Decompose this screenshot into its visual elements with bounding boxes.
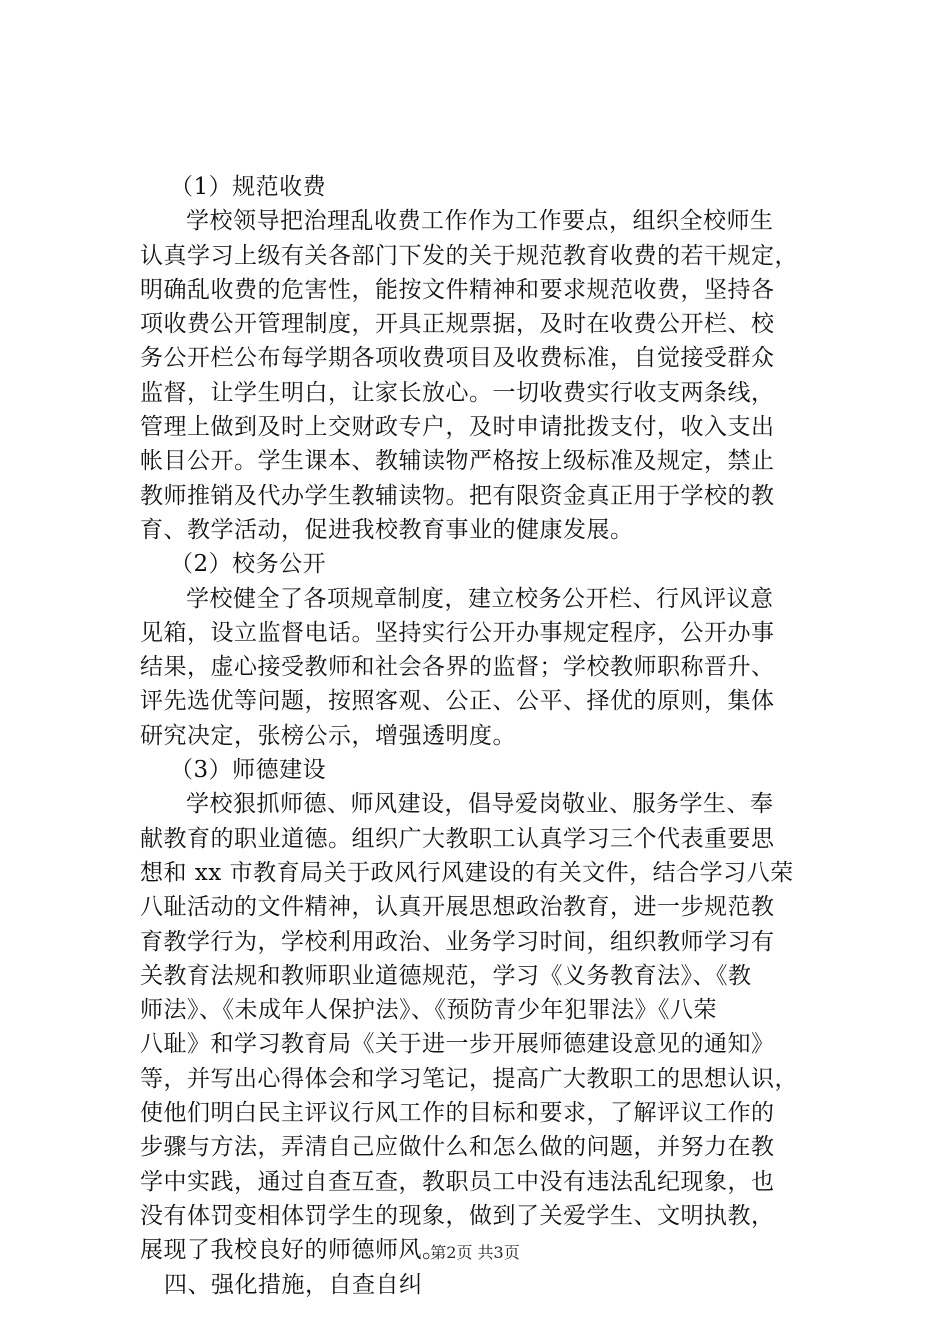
text-line: 管理上做到及时上交财政专户，及时申请批拨支付，收入支出 [140, 414, 775, 441]
text-line: 帐目公开。学生课本、教辅读物严格按上级标准及规定，禁止 [140, 448, 775, 475]
text-line: 步骤与方法，弄清自己应做什么和怎么做的问题，并努力在教 [140, 1134, 775, 1161]
text-line: 八耻活动的文件精神，认真开展思想政治教育，进一步规范教 [140, 894, 775, 921]
text-line: 明确乱收费的危害性，能按文件精神和要求规范收费，坚持各 [140, 276, 775, 303]
page-number-footer: 第2页 共3页 [430, 1243, 520, 1262]
text-line: 献教育的职业道德。组织广大教职工认真学习三个代表重要思 [140, 825, 775, 852]
text-line: 师法》、《未成年人保护法》、《预防青少年犯罪法》《八荣 [140, 997, 717, 1024]
document-body [140, 170, 830, 1302]
text-line: 项收费公开管理制度，开具正规票据，及时在收费公开栏、校 [140, 311, 775, 338]
text-line: 学校领导把治理乱收费工作作为工作要点，组织全校师生 [186, 208, 774, 235]
text-line: 展现了我校良好的师德师风。 [140, 1237, 446, 1264]
text-line: 育、教学活动，促进我校教育事业的健康发展。 [140, 516, 634, 543]
text-line: 学校健全了各项规章制度，建立校务公开栏、行风评议意 [186, 585, 774, 612]
text-line: 学中实践，通过自查互查，教职员工中没有违法乱纪现象，也 [140, 1168, 775, 1195]
text-line: 没有体罚变相体罚学生的现象，做到了关爱学生、文明执教， [140, 1202, 775, 1229]
text-line: 研究决定，张榜公示，增强透明度。 [140, 722, 516, 749]
text-line: 学校狠抓师德、师风建设，倡导爱岗敬业、服务学生、奉 [186, 791, 774, 818]
text-line: 育教学行为，学校利用政治、业务学习时间，组织教师学习有 [140, 928, 775, 955]
text-line: 监督，让学生明白，让家长放心。一切收费实行收支两条线， [140, 379, 775, 406]
text-line: 关教育法规和教师职业道德规范，学习《义务教育法》、《教 [140, 962, 752, 989]
section-heading-line: （3）师德建设 [170, 757, 327, 784]
section-heading-line: 四、强化措施，自查自纠 [164, 1271, 423, 1298]
text-line: 等，并写出心得体会和学习笔记，提高广大教职工的思想认识， [140, 1065, 798, 1092]
section-heading-line: （1）规范收费 [170, 174, 327, 200]
text-line: 教师推销及代办学生教辅读物。把有限资金真正用于学校的教 [140, 482, 775, 509]
text-line: 认真学习上级有关各部门下发的关于规范教育收费的若干规定， [140, 242, 798, 269]
text-line: 务公开栏公布每学期各项收费项目及收费标准，自觉接受群众 [140, 345, 775, 372]
text-line: 八耻》和学习教育局《关于进一步开展师德建设意见的通知》 [140, 1031, 775, 1058]
text-line: 结果，虚心接受教师和社会各界的监督；学校教师职称晋升、 [140, 654, 775, 681]
text-line: 想和 xx 市教育局关于政风行风建设的有关文件，结合学习八荣 [140, 859, 794, 886]
text-line: 使他们明白民主评议行风工作的目标和要求，了解评议工作的 [140, 1100, 775, 1127]
text-line: 评先选优等问题，按照客观、公正、公平、择优的原则，集体 [140, 688, 775, 715]
text-line: 见箱，设立监督电话。坚持实行公开办事规定程序，公开办事 [140, 619, 775, 646]
section-heading-line: （2）校务公开 [170, 551, 327, 578]
